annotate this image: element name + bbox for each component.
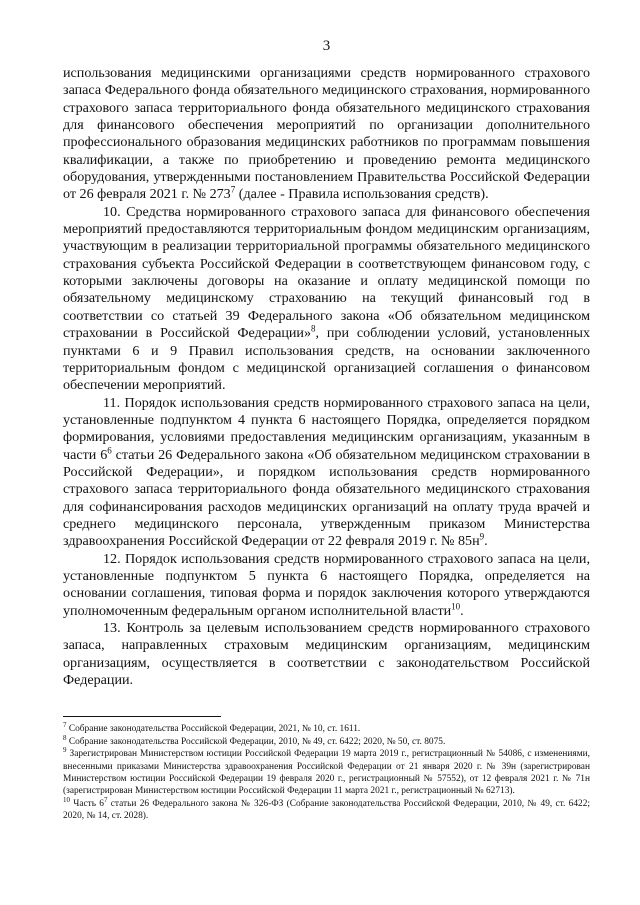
text-run: 10. Средства нормированного страхового запаса для финансового обеспечения мероприятий предоставляются территориальным фондом медицинским организациям, участвующим в реализации территориальной программы обязательного медицинского страхования субъекта Российской Федерации в соответствующем финансовом году, с которыми заключены договоры на оказание и оплату медицинской помощи по обязательному медицинскому страхованию на текущий финансовый год в соответствии со статьей 39 Федерального закона «Об обязательном медицинском страховании в Российской Федерации»	[63, 203, 590, 342]
footnote-marker: 6	[107, 444, 112, 455]
footnote-fn10	[63, 795, 590, 823]
footnote-marker: 10	[451, 600, 461, 611]
text-run: статьи 26 Федерального закона № 326-ФЗ (Собрание законодательства Российской Федерации, 2010, № 49, ст. 6422; 2020, № 14, ст. 2028).	[63, 798, 590, 822]
footnote-separator	[63, 716, 221, 717]
footnote-marker: 8	[311, 323, 316, 334]
text-run: Часть 6	[70, 798, 104, 809]
text-run: Зарегистрирован Министерством юстиции Российской Федерации 19 марта 2019 г., регистрационный № 54086, с изменениями, внесенными приказами Министерства здравоохранения Российской Федерации от 21 января 2020 г. № 39н (зарегистрирован Министерством юстиции Российской Федерации 19 февраля 2020 г., регистрационный № 57552), от 12 февраля 2021 г. № 71н (зарегистрирован Министерством юстиции Российской Федерации 11 марта 2021 г., регистрационный № 62713).	[63, 749, 590, 797]
text-run: (далее - Правила использования средств).	[235, 186, 489, 203]
paragraph-p12	[63, 551, 590, 620]
text-run: Собрание законодательства Российской Федерации, 2010, № 49, ст. 6422; 2020, № 50, ст. 8075.	[66, 736, 446, 747]
text-run: статьи 26 Федерального закона «Об обязательном медицинском страховании в Российской Федерации», и порядком использования средств нормированного страхового запаса территориального фонда обязательного медицинского страхования для софинансирования расходов медицинских организаций на оплату труда врачей и среднего медицинского персонала, утвержденным приказом Министерства здравоохранения Российской Федерации от 22 февраля 2019 г. № 85н	[63, 446, 591, 550]
text-run: 12. Порядок использования средств нормированного страхового запаса на цели, установленные подпунктом 5 пункта 6 настоящего Порядка, определяется на основании соглашения, типовая форма и порядок заключения которого утверждаются уполномоченным федеральным органом исполнительной власти	[63, 550, 590, 619]
footnote-marker: 8	[63, 733, 67, 742]
paragraph-p13	[63, 620, 590, 689]
footnote-marker: 7	[104, 795, 108, 804]
footnotes	[63, 723, 590, 822]
page-number: 3	[322, 38, 331, 54]
text-run: 11. Порядок использования средств нормированного страхового запаса на цели, установленные подпунктом 4 пункта 6 настоящего Порядка, определяется порядком формирования, условиями предоставления медицинским организациям, указанным в части 6	[63, 394, 590, 463]
text-run: .	[460, 602, 464, 619]
text-run: Собрание законодательства Российской Федерации, 2021, № 10, ст. 1611.	[66, 724, 361, 735]
footnote-marker: 9	[63, 746, 67, 755]
text-run: использования медицинскими организациями средств нормированного страхового запаса Федерального фонда обязательного медицинского страхования, нормированного страхового запаса территориального фонда обязательного медицинского страхования для финансового обеспечения мероприятий по организации дополнительного профессионального образования медицинских работников по программам повышения квалификации, а также по приобретению и проведению ремонта медицинского оборудования, утвержденными постановлением Правительства Российской Федерации от 26 февраля 2021 г. № 273	[63, 65, 590, 203]
paragraph-continuation	[63, 65, 590, 204]
paragraph-p10	[63, 204, 590, 395]
body-text	[63, 65, 590, 689]
footnote-marker: 10	[63, 795, 70, 804]
footnote-fn7	[63, 723, 590, 735]
footnote-fn9	[63, 748, 590, 798]
footnote-marker: 7	[230, 184, 236, 195]
footnote-fn8	[63, 733, 590, 748]
text-run: , при соблюдении условий, установленных пунктами 6 и 9 Правил использования средств, на основании заключенного территориальным фондом с медицинской организацией соглашения о финансовом обеспечении мероприятий.	[63, 325, 590, 394]
footnote-marker: 7	[63, 721, 67, 730]
footnote-marker: 9	[479, 531, 485, 542]
text-run: 13. Контроль за целевым использованием средств нормированного страхового запаса, направленных страховым медицинским организациям, медицинским организациям, осуществляется в соответствии с законодательством Российской Федерации.	[63, 620, 590, 689]
text-run: .	[484, 533, 488, 550]
paragraph-p11	[63, 395, 590, 551]
